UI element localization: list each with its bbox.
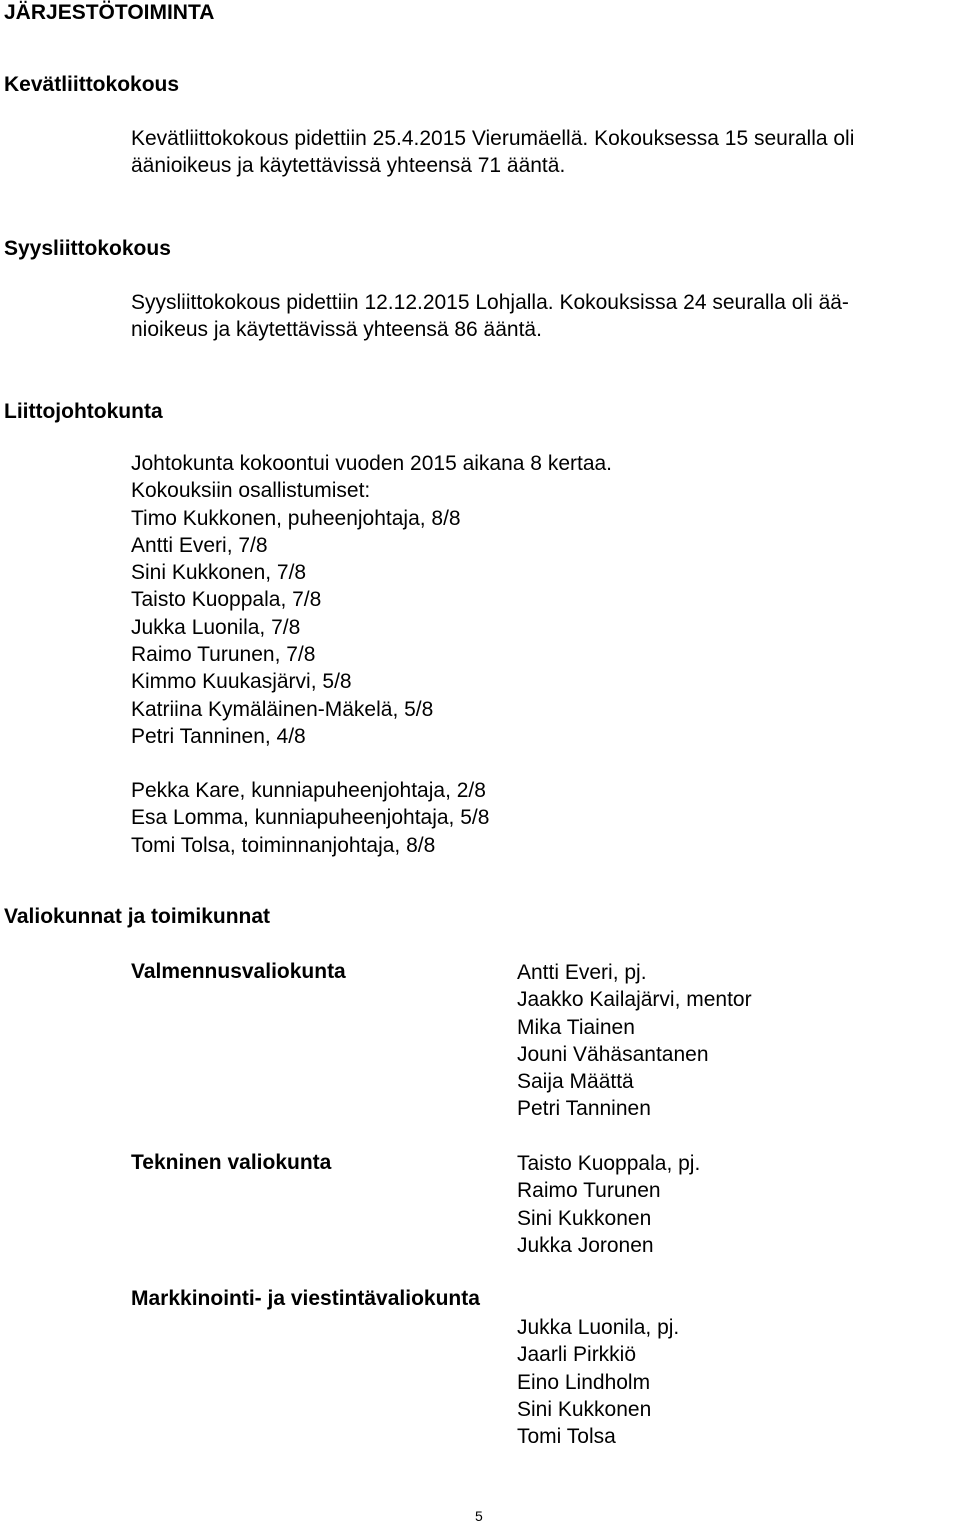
- list-item: Jukka Joronen: [517, 1233, 654, 1257]
- list-item: Mika Tiainen: [517, 1015, 635, 1039]
- text-line: äänioikeus ja käytettävissä yhteensä 71 ääntä.: [131, 154, 566, 178]
- board-attendance-list: [131, 450, 612, 750]
- spring-meeting-text: [131, 125, 854, 180]
- list-item: Tomi Tolsa, toiminnanjohtaja, 8/8: [131, 833, 436, 857]
- list-item: Antti Everi, pj.: [517, 961, 647, 984]
- committee-members-technical: [517, 1150, 700, 1259]
- page-title: JÄRJESTÖTOIMINTA: [4, 1, 215, 24]
- list-item: Jukka Luonila, 7/8: [131, 615, 301, 639]
- text-line: nioikeus ja käytettävissä yhteensä 86 ääntä.: [131, 318, 542, 342]
- section-heading-autumn-meeting: Syysliittokokous: [4, 237, 171, 260]
- list-item: Petri Tanninen: [517, 1097, 651, 1121]
- text-line: Kevätliittokokous pidettiin 25.4.2015 Vierumäellä. Kokouksessa 15 seuralla oli: [131, 127, 855, 150]
- list-item: Taisto Kuoppala, pj.: [517, 1152, 701, 1175]
- committee-name-marketing: Markkinointi- ja viestintävaliokunta: [131, 1287, 480, 1310]
- page-number: 5: [475, 1508, 483, 1524]
- autumn-meeting-text: [131, 289, 849, 344]
- list-item: Raimo Turunen, 7/8: [131, 643, 316, 667]
- list-item: Kimmo Kuukasjärvi, 5/8: [131, 670, 352, 694]
- list-item: Jaakko Kailajärvi, mentor: [517, 988, 752, 1012]
- text-line: Johtokunta kokoontui vuoden 2015 aikana 8 kertaa.: [131, 452, 613, 475]
- section-heading-board: Liittojohtokunta: [4, 400, 163, 423]
- list-item: Antti Everi, 7/8: [131, 533, 268, 557]
- committee-name-coaching: Valmennusvaliokunta: [131, 960, 346, 983]
- text-line: Kokouksiin osallistumiset:: [131, 479, 371, 503]
- list-item: Taisto Kuoppala, 7/8: [131, 588, 322, 612]
- list-item: Eino Lindholm: [517, 1370, 651, 1394]
- list-item: Saija Määttä: [517, 1070, 634, 1094]
- list-item: Jouni Vähäsantanen: [517, 1042, 709, 1066]
- text-line: Syysliittokokous pidettiin 12.12.2015 Lohjalla. Kokouksissa 24 seuralla oli ää-: [131, 291, 849, 314]
- list-item: Timo Kukkonen, puheenjohtaja, 8/8: [131, 506, 461, 530]
- board-honorary-list: [131, 777, 489, 859]
- list-item: Tomi Tolsa: [517, 1425, 616, 1449]
- committee-members-marketing: [517, 1314, 679, 1450]
- list-item: Esa Lomma, kunniapuheenjohtaja, 5/8: [131, 806, 490, 830]
- committee-members-coaching: [517, 959, 752, 1123]
- list-item: Petri Tanninen, 4/8: [131, 724, 306, 748]
- list-item: Jukka Luonila, pj.: [517, 1316, 680, 1339]
- list-item: Sini Kukkonen: [517, 1397, 652, 1421]
- list-item: Jaarli Pirkkiö: [517, 1343, 637, 1367]
- section-heading-committees: Valiokunnat ja toimikunnat: [4, 905, 271, 928]
- list-item: Pekka Kare, kunniapuheenjohtaja, 2/8: [131, 779, 486, 802]
- section-heading-spring-meeting: Kevätliittokokous: [4, 73, 180, 96]
- committee-name-technical: Tekninen valiokunta: [131, 1151, 332, 1174]
- list-item: Katriina Kymäläinen-Mäkelä, 5/8: [131, 697, 434, 721]
- list-item: Raimo Turunen: [517, 1179, 661, 1203]
- list-item: Sini Kukkonen: [517, 1206, 652, 1230]
- list-item: Sini Kukkonen, 7/8: [131, 561, 307, 585]
